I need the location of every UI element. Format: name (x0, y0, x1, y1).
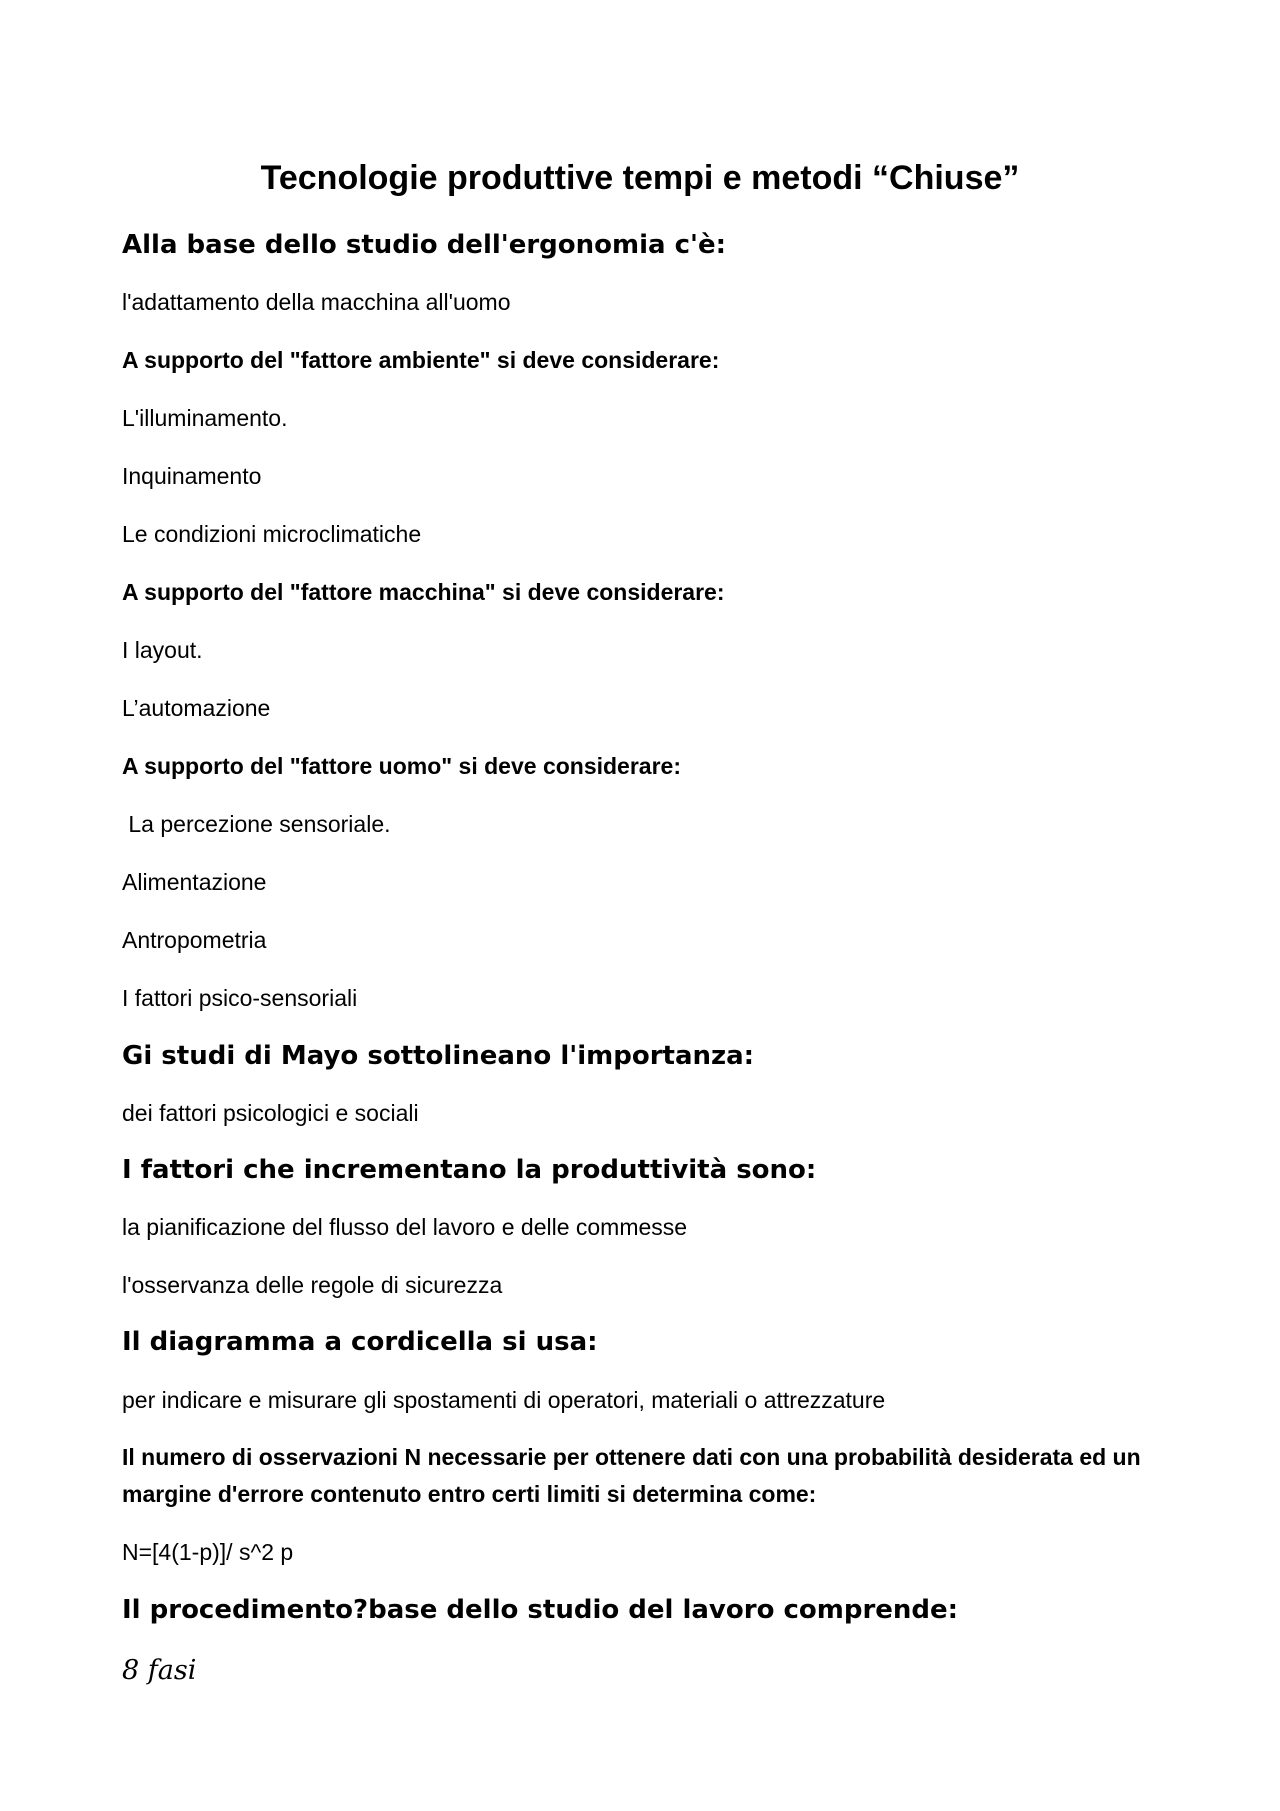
answer-text: per indicare e misurare gli spostamenti di operatori, materiali o attrezzature (122, 1387, 886, 1413)
answer-text: I layout. (122, 637, 203, 663)
answer-text: dei fattori psicologici e sociali (122, 1100, 419, 1126)
section-heading: I fattori che incrementano la produttività sono: (122, 1155, 817, 1185)
answer-text: la pianificazione del flusso del lavoro e delle commesse (122, 1214, 688, 1240)
section-heading: Il procedimento?base dello studio del lavoro comprende: (122, 1595, 959, 1625)
answer-text: L'illuminamento. (122, 405, 288, 431)
answer-text: Le condizioni microclimatiche (122, 521, 422, 547)
section-heading: Il diagramma a cordicella si usa: (122, 1327, 598, 1357)
answer-text: Alimentazione (122, 869, 267, 895)
question-text: A supporto del "fattore uomo" si deve considerare: (122, 753, 681, 779)
answer-text: Inquinamento (122, 463, 262, 489)
question-text: Il numero di osservazioni N necessarie per ottenere dati con una probabilità desiderata ed un margine d'errore contenuto entro certi limiti si determina come: (122, 1444, 1141, 1507)
question-text: A supporto del "fattore macchina" si deve considerare: (122, 579, 725, 605)
answer-text: La percezione sensoriale. (122, 811, 391, 837)
answer-text: Antropometria (122, 927, 267, 953)
section-heading: Gi studi di Mayo sottolineano l'importanza: (122, 1041, 755, 1071)
answer-text: l'osservanza delle regole di sicurezza (122, 1272, 503, 1298)
answer-text: l'adattamento della macchina all'uomo (122, 289, 511, 315)
answer-text: L’automazione (122, 695, 271, 721)
section-heading: Alla base dello studio dell'ergonomia c'è: (122, 230, 727, 260)
answer-text: 8 fasi (122, 1655, 197, 1686)
question-text: A supporto del "fattore ambiente" si deve considerare: (122, 347, 720, 373)
answer-text: I fattori psico-sensoriali (122, 985, 358, 1011)
document-title: Tecnologie produttive tempi e metodi “Chiuse” (260, 159, 1020, 197)
answer-text: N=[4(1-p)]/ s^2 p (122, 1539, 294, 1565)
